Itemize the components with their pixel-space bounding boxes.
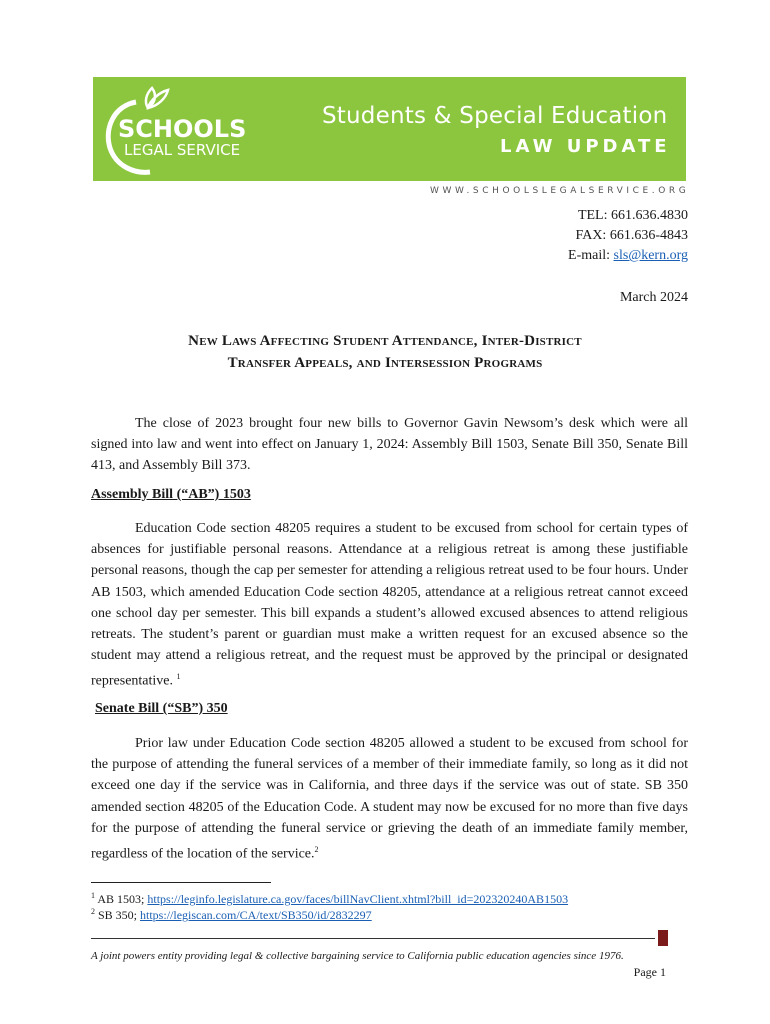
footnote-1-link[interactable]: https://leginfo.legislature.ca.gov/faces/billNavClient.xhtml?bill_id=202320240AB1503 (147, 892, 569, 906)
footnote-2-text: SB 350; (98, 908, 141, 922)
schools-legal-service-logo (102, 82, 272, 178)
logo-text-legal-service: LEGAL SERVICE (124, 141, 241, 159)
footnote-divider (91, 882, 271, 883)
intro-paragraph: The close of 2023 brought four new bills to Governor Gavin Newsom’s desk which were all signed into law and went into effect on January 1, 2024: Assembly Bill 1503, Senate Bill 350, Senate Bill 413, and Assembly Bill 373. (91, 416, 688, 474)
section-text-ab1503: Education Code section 48205 requires a student to be excused from school for certain types of absences for justifiable personal reasons. Attendance at a religious retreat is among these justifiable personal reasons, though the cap per semester for attending a religious retreat used to be four hours. Under AB 1503, which amended Education Code section 48205, attendance at a religious retreat cannot exceed one school day per semester. This bill expands a student’s allowed excused absences to attend religious retreats. The student’s parent or guardian must make a written request for an excused absence so the student may attend a religious retreat, and the request must be approved by the principal or designated representative. (91, 521, 688, 690)
page-number: Page 1 (633, 965, 666, 979)
section-body-sb350 (91, 733, 688, 865)
footnote-ref-2[interactable]: 2 (314, 845, 319, 855)
website-url: WWW.SCHOOLSLEGALSERVICE.ORG (430, 186, 690, 196)
contact-tel: TEL: 661.636.4830 (577, 208, 688, 223)
footnote-1-num: 1 (91, 891, 95, 900)
contact-email (568, 248, 688, 264)
banner-subtitle: LAW UPDATE (500, 136, 671, 157)
footnote-2-num: 2 (91, 907, 95, 916)
footnote-1 (91, 891, 568, 907)
document-title-line1: New Laws Affecting Student Attendance, Inter-District (188, 333, 582, 349)
email-label: E-mail: (568, 248, 614, 263)
footer-tagline: A joint powers entity providing legal & collective bargaining service to California public education agencies since 1976. (91, 950, 624, 962)
section-text-sb350: Prior law under Education Code section 48205 allowed a student to be excused from school for the purpose of attending the funeral services of a member of their immediate family, so long as it did not exceed one day if the service was in California, and three days if the service was out of state. SB 350 amended section 48205 of the Education Code. A student may now be excused for no more than five days for the purpose of attending the funeral service or grieving the death of an immediate family member, regardless of the location of the service. (91, 736, 688, 862)
contact-fax: FAX: 661.636-4843 (575, 228, 688, 243)
section-body-ab1503 (91, 518, 688, 692)
section-heading-sb350: Senate Bill (“SB”) 350 (95, 701, 228, 716)
document-title-line2: Transfer Appeals, and Intersession Programs (227, 355, 543, 371)
footnote-1-text: AB 1503; (97, 892, 148, 906)
section-heading-ab1503: Assembly Bill (“AB”) 1503 (91, 487, 251, 502)
email-link[interactable]: sls@kern.org (613, 248, 688, 263)
document-date: March 2024 (619, 290, 688, 305)
footnote-ref-1[interactable]: 1 (176, 672, 181, 682)
logo-text-schools: SCHOOLS (118, 115, 247, 143)
logo-leaf-icon (102, 82, 272, 178)
footer-divider (91, 938, 655, 939)
footnote-2-link[interactable]: https://legiscan.com/CA/text/SB350/id/2832297 (140, 908, 372, 922)
banner-title: Students & Special Education (322, 103, 668, 129)
footer-accent-mark (658, 930, 668, 946)
footnote-2 (91, 907, 372, 923)
